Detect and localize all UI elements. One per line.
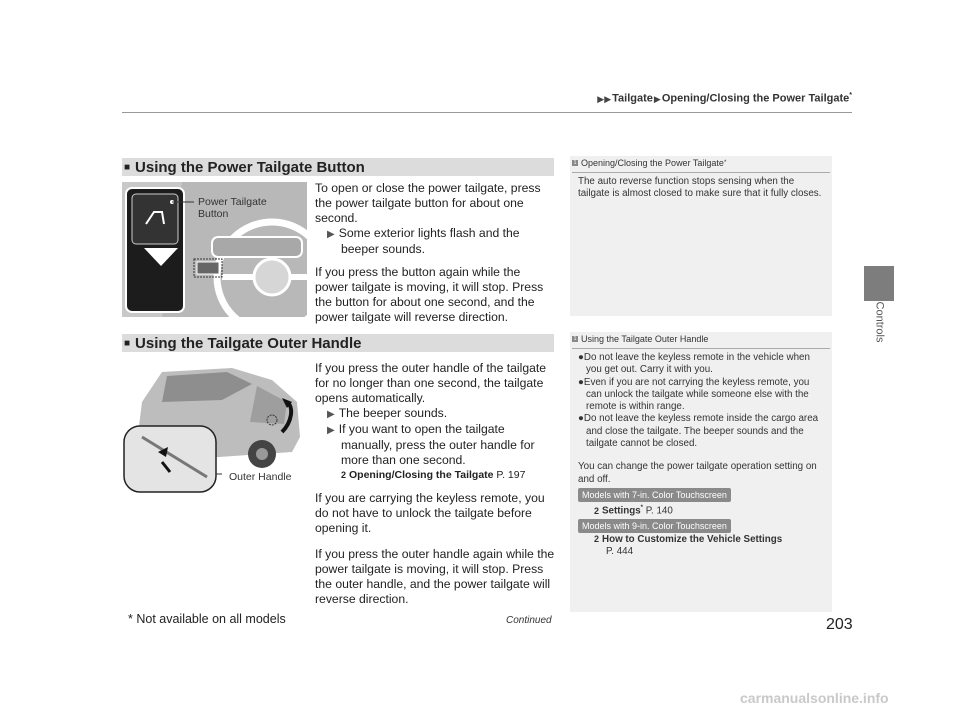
note-icon: 1 [573, 160, 577, 166]
page-number: 203 [826, 616, 853, 633]
note2-title: 1 Using the Tailgate Outer Handle [573, 334, 709, 344]
reference-icon: 2 [341, 470, 347, 480]
reference-icon: 2 [594, 534, 600, 545]
section2-body [315, 361, 555, 607]
note2-bullet: ●Do not leave the keyless remote inside the cargo area and close the tailgate. The beeper sounds and the tailgate cannot be closed. [578, 413, 819, 450]
chapter-tab [864, 266, 894, 301]
section2-para3: If you press the outer handle again while the power tailgate is moving, it will stop. Press the outer handle, and the power tailgate will reverse direction. [315, 547, 555, 606]
section1-para2: If you press the button again while the power tailgate is moving, it will stop. Press the button for about one second, and the power tailgate will reverse direction. [315, 265, 544, 324]
arrow-right-icon: ▶ [327, 229, 335, 240]
section-heading-tailgate-outer-handle: ■ Using the Tailgate Outer Handle [122, 334, 554, 352]
note1-title: 1 Opening/Closing the Power Tailgate * [573, 158, 727, 168]
breadcrumb-parent[interactable]: Tailgate [612, 92, 653, 105]
section1-para1: To open or close the power tailgate, press the power tailgate button for about one second. [315, 181, 541, 225]
breadcrumb-asterisk: * [849, 92, 852, 99]
header-rule [122, 112, 852, 113]
chapter-label[interactable]: Controls [873, 301, 885, 343]
note-box-power-tailgate [570, 156, 832, 316]
note1-rule [572, 172, 830, 173]
section2-para2: If you are carrying the keyless remote, you do not have to unlock the tailgate before opening it. [315, 491, 545, 535]
breadcrumb-current: Opening/Closing the Power Tailgate [661, 92, 850, 105]
note2-setting-text: You can change the power tailgate operation setting on and off. [578, 461, 817, 485]
arrow-right-icon: ▶ [327, 409, 335, 420]
bullet-dot-icon: ● [578, 352, 584, 363]
note2-reference-settings[interactable]: 2 Settings* P. 140 [594, 505, 673, 517]
section-heading-power-tailgate-button: ■ Using the Power Tailgate Button [122, 158, 554, 176]
square-bullet-icon: ■ [124, 161, 131, 173]
section2-para1: If you press the outer handle of the tailgate for no longer than one second, the tailgate opens automatically. [315, 361, 547, 405]
breadcrumb-arrow-icon: ▶▶ [597, 93, 612, 104]
reference-icon: 2 [594, 505, 600, 516]
note2-reference-page: P. 444 [606, 546, 634, 558]
outer-handle-callout: Outer Handle [229, 471, 292, 483]
breadcrumb [0, 92, 852, 105]
section2-sub2: ▶ If you want to open the tailgate manually, press the outer handle for more than one second. [327, 422, 535, 467]
note2-reference-customize[interactable]: 2 How to Customize the Vehicle Settings [594, 534, 783, 546]
note2-text [570, 352, 832, 559]
power-tailgate-button-callout: Power Tailgate Button [198, 196, 267, 220]
section1-sub1: ▶ Some exterior lights flash and the beeper sounds. [327, 226, 520, 256]
continued-label: Continued [506, 615, 552, 626]
badge-7in-touchscreen: Models with 7-in. Color Touchscreen [578, 488, 731, 502]
note2-bullet: ●Do not leave the keyless remote in the vehicle when you get out. Carry it with you. [578, 352, 810, 376]
bullet-dot-icon: ● [578, 413, 584, 425]
section1-body [315, 181, 555, 325]
square-bullet-icon: ■ [124, 337, 131, 349]
badge-9in-touchscreen: Models with 9-in. Color Touchscreen [578, 519, 731, 533]
arrow-right-icon: ▶ [327, 425, 335, 436]
breadcrumb-arrow-icon: ▶ [653, 93, 661, 104]
bullet-dot-icon: ● [578, 376, 584, 388]
footnote: * Not available on all models [128, 612, 286, 626]
section2-reference-link[interactable]: 2 Opening/Closing the Tailgate P. 197 [341, 469, 526, 481]
note-icon: 1 [573, 336, 577, 342]
watermark-logo: carmanualsonline.info [740, 690, 889, 706]
note-box-outer-handle [570, 332, 832, 612]
note1-text: The auto reverse function stops sensing when the tailgate is almost closed to make sure that it fully closes. [578, 176, 822, 200]
note2-rule [572, 348, 830, 349]
section2-sub1: ▶ The beeper sounds. [327, 406, 448, 420]
note2-bullet: ●Even if you are not carrying the keyless remote, you can unlock the tailgate while someone else with the remote is within range. [578, 376, 810, 413]
